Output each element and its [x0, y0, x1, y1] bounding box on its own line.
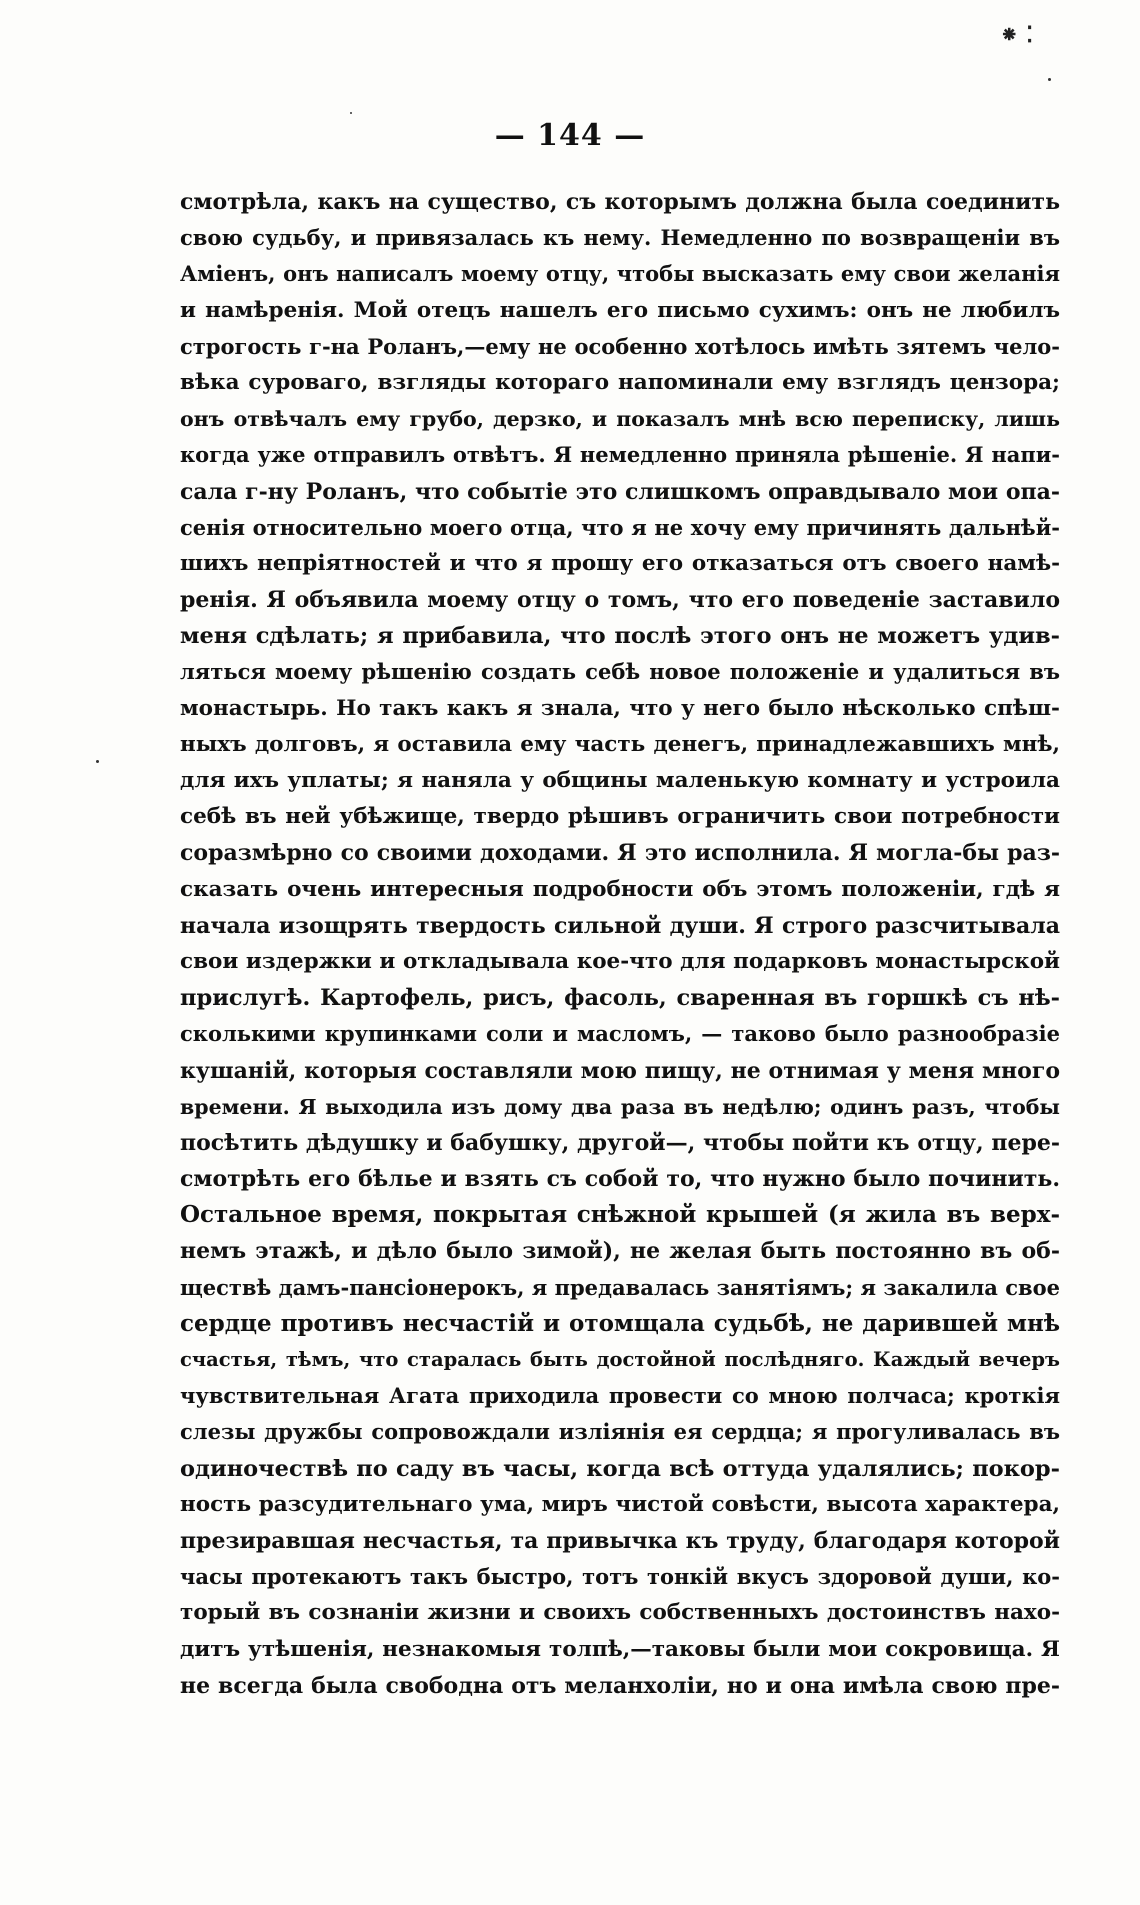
- text-line: свою судьбу, и привязалась къ нему. Немедленно по возвращеніи въ: [180, 225, 1060, 251]
- text-line: меня сдѣлать; я прибавила, что послѣ этого онъ не можетъ удив-: [180, 623, 1060, 650]
- text-line: начала изощрять твердость сильной души. Я строго разсчитывала: [180, 912, 1060, 939]
- text-line: соразмѣрно со своими доходами. Я это исполнила. Я могла-бы раз-: [180, 840, 1060, 867]
- text-line: для ихъ уплаты; я наняла у общины маленькую комнату и устроила: [180, 768, 1060, 793]
- text-line: немъ этажѣ, и дѣло было зимой), не желая быть постоянно въ об-: [180, 1238, 1060, 1265]
- text-line: ныхъ долговъ, я оставила ему часть денегъ, принадлежавшихъ мнѣ,: [180, 731, 1060, 757]
- text-line: сколькими крупинками соли и масломъ, — таково было разнообразіе: [180, 1021, 1060, 1047]
- text-line: сказать очень интересныя подробности объ этомъ положеніи, гдѣ я: [180, 876, 1060, 902]
- text-line: ность разсудительнаго ума, миръ чистой совѣсти, высота характера,: [180, 1491, 1060, 1517]
- ink-speck: [96, 760, 99, 763]
- text-line: себѣ въ ней убѣжище, твердо рѣшивъ ограничить свои потребности: [180, 804, 1060, 830]
- text-line: часы протекаютъ такъ быстро, тотъ тонкій вкусъ здоровой души, ко-: [180, 1564, 1060, 1590]
- text-line: ществѣ дамъ-пансіонерокъ, я предавалась занятіямъ; я закалила свое: [180, 1274, 1060, 1300]
- text-line: торый въ сознаніи жизни и своихъ собственныхъ достоинствъ нахо-: [180, 1600, 1060, 1626]
- ink-speck: [350, 112, 352, 114]
- text-line: дитъ утѣшенія, незнакомыя толпѣ,—таковы были мои сокровища. Я: [180, 1636, 1060, 1662]
- text-line: Остальное время, покрытая снѣжной крышей (я жила въ верх-: [180, 1201, 1060, 1229]
- text-line: вѣка суроваго, взгляды котораго напоминали ему взглядъ цензора;: [180, 369, 1060, 395]
- text-line: сердце противъ несчастій и отомщала судьбѣ, не дарившей мнѣ: [180, 1309, 1060, 1337]
- text-line: презиравшая несчастья, та привычка къ труду, благодаря которой: [180, 1527, 1060, 1554]
- text-line: смотрѣть его бѣлье и взять съ собой то, что нужно было починить.: [180, 1166, 1060, 1193]
- text-line: онъ отвѣчалъ ему грубо, дерзко, и показалъ мнѣ всю переписку, лишь: [180, 407, 1060, 432]
- text-line: и намѣренія. Мой отецъ нашелъ его письмо сухимъ: онъ не любилъ: [180, 297, 1060, 323]
- text-line: кушаній, которыя составляли мою пищу, не отнимая у меня много: [180, 1057, 1060, 1084]
- text-line: свои издержки и откладывала кое-что для подарковъ монастырской: [180, 948, 1060, 974]
- text-line: сенія относительно моего отца, что я не хочу ему причинять дальнѣй-: [180, 514, 1060, 540]
- margin-marks: ⁕ ⁚: [1000, 22, 1034, 48]
- text-line: смотрѣла, какъ на существо, съ которымъ должна была соединить: [180, 189, 1060, 215]
- text-line: чувствительная Агата приходила провести со мною полчаса; кроткія: [180, 1383, 1060, 1409]
- text-line: прислугѣ. Картофель, рисъ, фасоль, сваренная въ горшкѣ съ нѣ-: [180, 985, 1060, 1012]
- text-line: шихъ непріятностей и что я прошу его отказаться отъ своего намѣ-: [180, 550, 1060, 576]
- text-line: времени. Я выходила изъ дому два раза въ недѣлю; одинъ разъ, чтобы: [180, 1094, 1060, 1119]
- text-line: не всегда была свободна отъ меланхоліи, но и она имѣла свою пре-: [180, 1672, 1060, 1699]
- ink-speck: [1048, 78, 1051, 81]
- text-line: посѣтить дѣдушку и бабушку, другой—, чтобы пойти къ отцу, пере-: [180, 1129, 1060, 1156]
- body-text: [180, 184, 1060, 1704]
- text-line: ляться моему рѣшенію создать себѣ новое положеніе и удалиться въ: [180, 659, 1060, 685]
- text-line: сала г-ну Роланъ, что событіе это слишкомъ оправдывало мои опа-: [180, 478, 1060, 505]
- text-line: Аміенъ, онъ написалъ моему отцу, чтобы высказать ему свои желанія: [180, 261, 1060, 287]
- text-line: строгость г-на Роланъ,—ему не особенно хотѣлось имѣть зятемъ чело-: [180, 333, 1060, 359]
- text-line: одиночествѣ по саду въ часы, когда всѣ оттуда удалялись; покор-: [180, 1455, 1060, 1482]
- page-number: — 144 —: [494, 118, 646, 153]
- text-line: когда уже отправилъ отвѣтъ. Я немедленно приняла рѣшеніе. Я напи-: [180, 442, 1060, 468]
- text-line: монастырь. Но такъ какъ я знала, что у него было нѣсколько спѣш-: [180, 695, 1060, 721]
- text-line: ренія. Я объявила моему отцу о томъ, что его поведеніе заставило: [180, 587, 1060, 614]
- text-line: слезы дружбы сопровождали изліянія ея сердца; я прогуливалась въ: [180, 1419, 1060, 1445]
- text-line: счастья, тѣмъ, что старалась быть достойной послѣдняго. Каждый вечеръ: [180, 1348, 1060, 1371]
